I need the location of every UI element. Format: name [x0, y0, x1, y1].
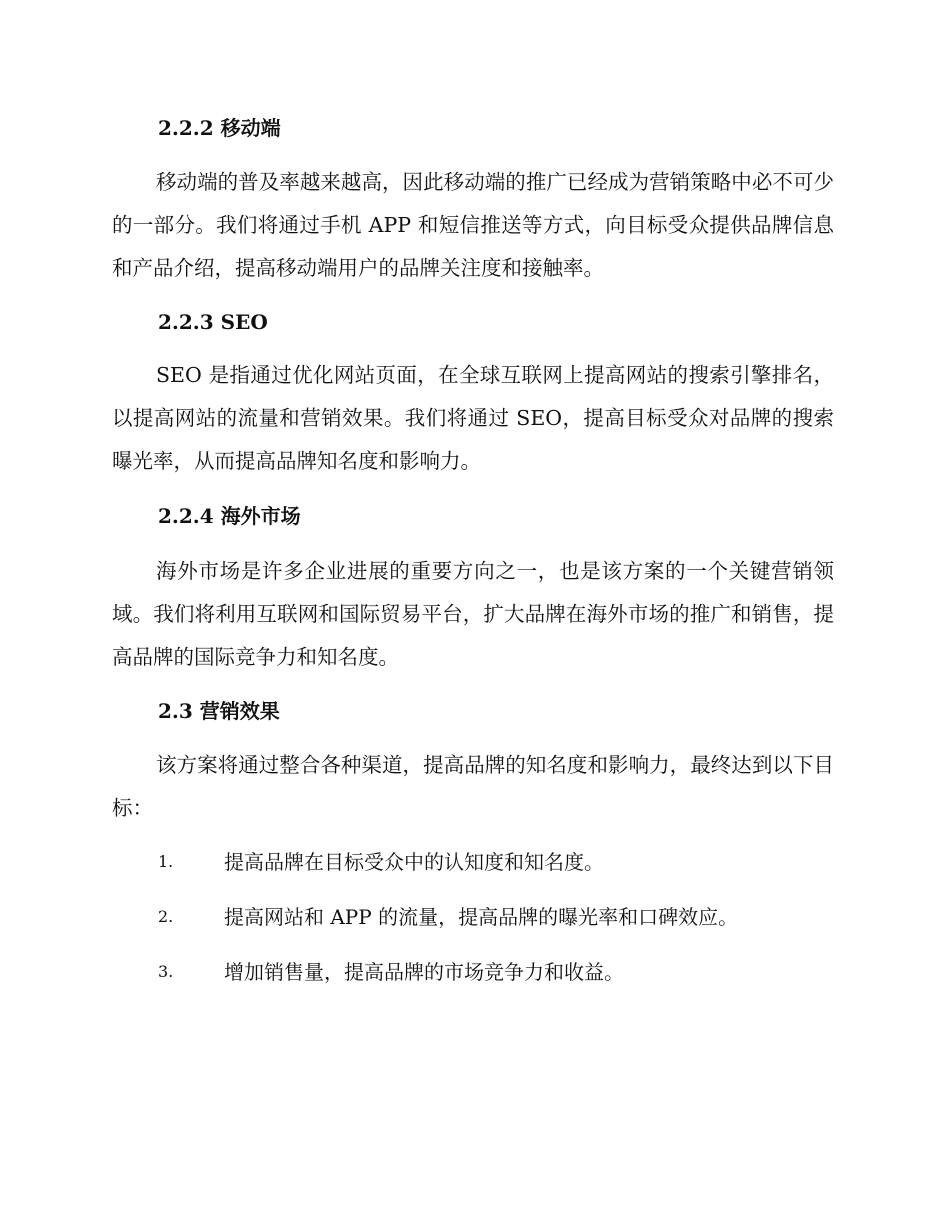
- section-heading-mobile: 2.2.2 移动端: [158, 116, 281, 140]
- list-item-text: 提高品牌在目标受众中的认知度和知名度。: [224, 850, 604, 874]
- section-body-seo: SEO 是指通过优化网站页面，在全球互联网上提高网站的搜索引擎排名，以提高网站的流量和营销效果。我们将通过 SEO，提高目标受众对品牌的搜索曝光率，从而提高品牌知名度和影响力。: [112, 363, 834, 473]
- list-item: [158, 847, 838, 877]
- section-body-marketing-effect: 该方案将通过整合各种渠道，提高品牌的知名度和影响力，最终达到以下目标：: [112, 753, 834, 820]
- section-body-mobile: 移动端的普及率越来越高，因此移动端的推广已经成为营销策略中必不可少的一部分。我们将通过手机 APP 和短信推送等方式，向目标受众提供品牌信息和产品介绍，提高移动端用户的品牌关注度和接触率。: [112, 170, 834, 280]
- list-item-number: 2.: [158, 907, 174, 926]
- list-item-text: 增加销售量，提高品牌的市场竞争力和收益。: [224, 960, 624, 984]
- list-item-number: 1.: [158, 852, 174, 871]
- list-item-text: 提高网站和 APP 的流量，提高品牌的曝光率和口碑效应。: [224, 905, 739, 929]
- list-item: [158, 957, 838, 987]
- list-item: [158, 902, 838, 932]
- section-heading-seo: 2.2.3 SEO: [158, 310, 268, 334]
- section-heading-marketing-effect: 2.3 营销效果: [158, 699, 280, 723]
- list-item-number: 3.: [158, 962, 174, 981]
- section-heading-overseas: 2.2.4 海外市场: [158, 504, 301, 528]
- section-body-overseas: 海外市场是许多企业进展的重要方向之一，也是该方案的一个关键营销领域。我们将利用互联网和国际贸易平台，扩大品牌在海外市场的推广和销售，提高品牌的国际竞争力和知名度。: [112, 559, 834, 669]
